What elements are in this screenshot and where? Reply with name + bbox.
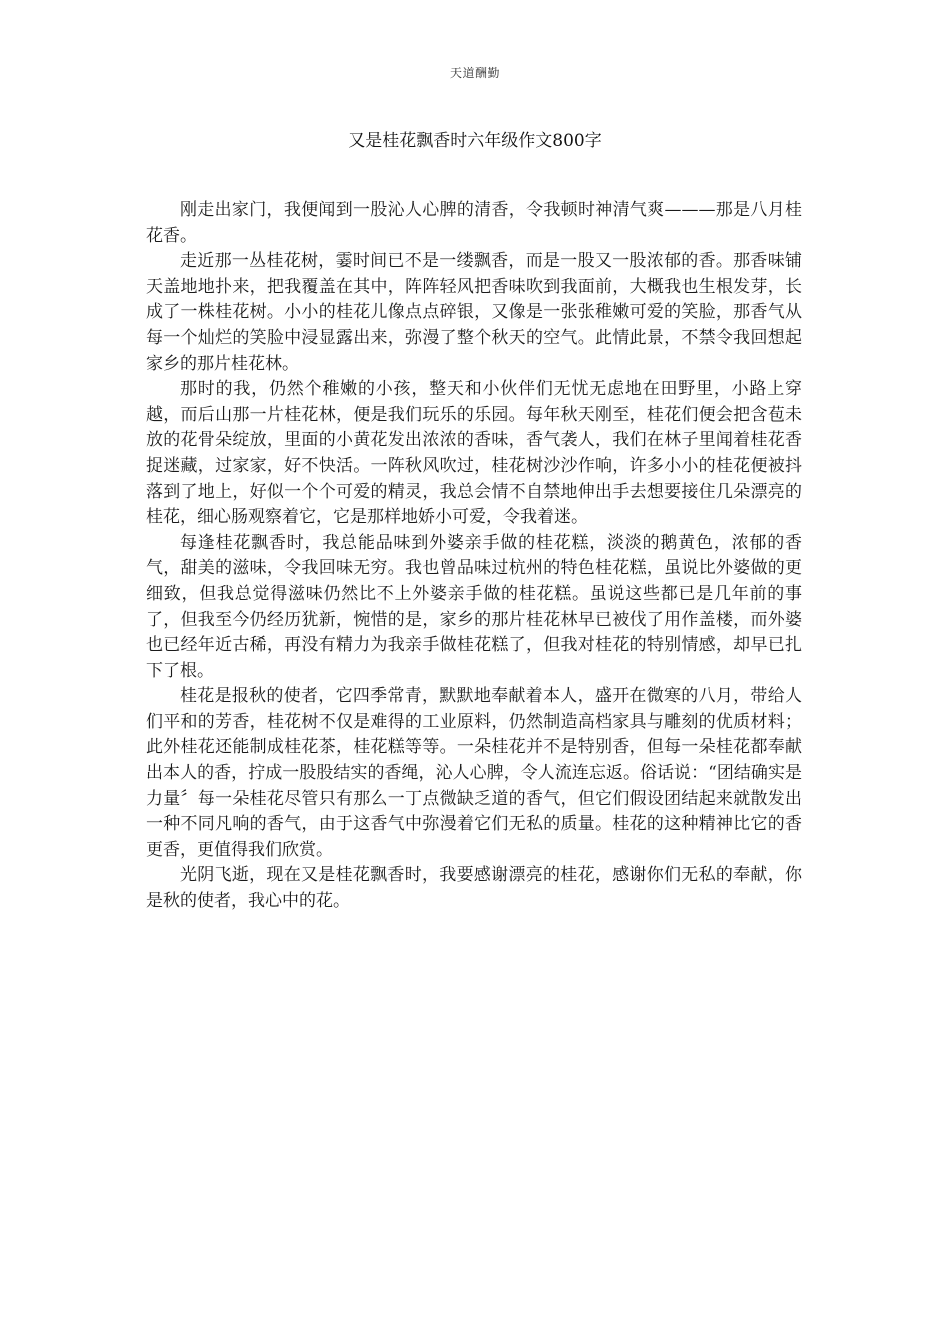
document-title: 又是桂花飘香时六年级作文800字 — [348, 131, 602, 151]
paragraph: 走近那一丛桂花树，霎时间已不是一缕飘香，而是一股又一股浓郁的香。那香味铺天盖地地扑来，把我覆盖在其中，阵阵轻风把香味吹到我面前，大概我也生根发芽，长成了一株桂花树。小小的桂花儿像点点碎银，又像是一张张稚嫩可爱的笑脸，那香气从每一个灿烂的笑脸中浸显露出来，弥漫了整个秋天的空气。此情此景，不禁令我回想起家乡的那片桂花林。 — [146, 251, 802, 374]
paragraph: 每逢桂花飘香时，我总能品味到外婆亲手做的桂花糕，淡淡的鹅黄色，浓郁的香气，甜美的滋味，令我回味无穷。我也曾品味过杭州的特色桂花糕，虽说比外婆做的更细致，但我总觉得滋味仍然比不上外婆亲手做的桂花糕。虽说这些都已是几年前的事了，但我至今仍经历犹新，惋惜的是，家乡的那片桂花林早已被伐了用作盖楼，而外婆也已经年近古稀，再没有精力为我亲手做桂花糕了，但我对桂花的特别情感，却早已扎下了根。 — [146, 532, 802, 681]
page-header: 天道酬勤 — [449, 66, 500, 80]
paragraph: 刚走出家门，我便闻到一股沁人心脾的清香，令我顿时神清气爽———那是八月桂花香。 — [146, 200, 802, 246]
paragraph: 光阴飞逝，现在又是桂花飘香时，我要感谢漂亮的桂花，感谢你们无私的奉献，你是秋的使者，我心中的花。 — [146, 865, 802, 912]
document-body — [146, 198, 802, 915]
paragraph: 那时的我，仍然个稚嫩的小孩，整天和小伙伴们无忧无虑地在田野里，小路上穿越，而后山那一片桂花林，便是我们玩乐的乐园。每年秋天刚至，桂花们便会把含苞未放的花骨朵绽放，里面的小黄花发出浓浓的香味，香气袭人，我们在林子里闻着桂花香捉迷藏，过家家，好不快活。一阵秋风吹过，桂花树沙沙作响，许多小小的桂花便被抖落到了地上，好似一个个可爱的精灵，我总会情不自禁地伸出手去想要接住几朵漂亮的桂花，细心肠观察着它，它是那样地娇小可爱，令我着迷。 — [146, 379, 802, 528]
paragraph: 桂花是报秋的使者，它四季常青，默默地奉献着本人，盛开在微寒的八月，带给人们平和的芳香，桂花树不仅是难得的工业原料，仍然制造高档家具与雕刻的优质材料；此外桂花还能制成桂花茶，桂花糕等等。一朵桂花并不是特别香，但每一朵桂花都奉献出本人的香，拧成一股股结实的香绳，沁人心脾，令人流连忘返。俗话说：“团结确实是力量〞每一朵桂花尽管只有那么一丁点微缺乏道的香气，但它们假设团结起来就散发出一种不同凡响的香气，由于这香气中弥漫着它们无私的质量。桂花的这种精神比它的香更香，更值得我们欣赏。 — [146, 686, 802, 860]
